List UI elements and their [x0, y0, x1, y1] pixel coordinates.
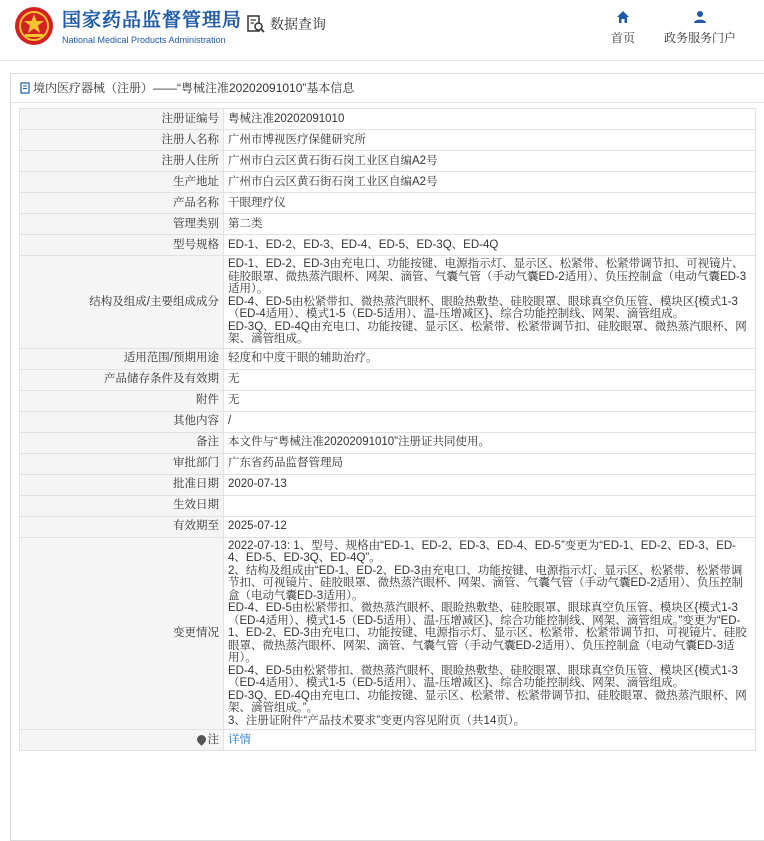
document-icon	[19, 82, 31, 94]
note-label-text: 注	[207, 733, 219, 746]
panel-title: 境内医疗器械（注册）——“粤械注准20202091010”基本信息	[33, 81, 355, 95]
field-value: 干眼理疗仪	[224, 193, 756, 214]
table-row	[20, 348, 756, 369]
table-row	[20, 453, 756, 474]
document-search-icon	[246, 14, 266, 34]
field-label: 批准日期	[20, 474, 224, 495]
brand-title-cn: 国家药品监督管理局	[62, 10, 243, 31]
nav-home-label: 首页	[610, 31, 635, 45]
field-value: 2022-07-13: 1、型号、规格由“ED-1、ED-2、ED-3、ED-4、ED-5”变更为“ED-1、ED-2、ED-3、ED-4、ED-5、ED-3Q、ED-4Q”。 2、结构及组成由“ED-1、ED-2、ED-3由充电口、功能按键、电源指示灯、显示区、松紧带、松紧带调节扣、可视镜片、硅胶眼罩、微热蒸汽眼杯、网架、滴管、气囊气管（手动气囊ED-2适用）、负压控制盒（电动气囊ED-3适用）。 ED-4、ED-5由松紧带扣、微热蒸汽眼杯、眼睑热敷垫、硅胶眼罩、眼球真空负压管、模块区{模式1-3（ED-4适用）、模式1-5（ED-5适用）、温-压增减区}、综合功能控制线、网架、滴管组成。”变更为“ED-1、ED-2、ED-3由充电口、功能按键、电源指示灯、显示区、松紧带、松紧带调节扣、可视镜片、硅胶眼罩、微热蒸汽眼杯、网架、滴管、气囊气管（手动气囊ED-2适用）、负压控制盒（电动气囊ED-3适用）。 ED-4、ED-5由松紧带扣、微热蒸汽眼杯、眼睑热敷垫、硅胶眼罩、眼球真空负压管、模块区{模式1-3（ED-4适用）、模式1-5（ED-5适用）、温-压增减区}、综合功能控制线、网架、滴管组成。 ED-3Q、ED-4Q由充电口、功能按键、显示区、松紧带、松紧带调节扣、硅胶眼罩、微热蒸汽眼杯、网架、滴管组成。”。 3、注册证附件“产品技术要求”变更内容见附页（共14页）。	[224, 537, 756, 730]
table-row	[20, 432, 756, 453]
table-row	[20, 172, 756, 193]
panel-header	[11, 74, 764, 103]
nav-service-portal-label: 政务服务门户	[663, 31, 736, 45]
field-label: 适用范围/预期用途	[20, 348, 224, 369]
field-value: 广州市博视医疗保健研究所	[224, 130, 756, 151]
field-value: /	[224, 411, 756, 432]
header-divider	[0, 60, 764, 61]
detail-panel	[10, 73, 764, 841]
nav-service-portal[interactable]	[660, 10, 740, 46]
field-label: 注册人名称	[20, 130, 224, 151]
nav-home[interactable]	[608, 10, 638, 46]
field-value: 广州市白云区黄石街石岗工业区自编A2号	[224, 151, 756, 172]
table-row-note	[20, 730, 756, 751]
field-label: 结构及组成/主要组成成分	[20, 256, 224, 349]
field-label: 审批部门	[20, 453, 224, 474]
table-row	[20, 411, 756, 432]
field-label: 管理类别	[20, 214, 224, 235]
field-label: 附件	[20, 390, 224, 411]
field-value: ED-1、ED-2、ED-3由充电口、功能按键、电源指示灯、显示区、松紧带、松紧带调节扣、可视镜片、硅胶眼罩、微热蒸汽眼杯、网架、滴管、气囊气管（手动气囊ED-2适用）、负压控制盒（电动气囊ED-3适用）。 ED-4、ED-5由松紧带扣、微热蒸汽眼杯、眼睑热敷垫、硅胶眼罩、眼球真空负压管、模块区{模式1-3（ED-4适用）、模式1-5（ED-5适用）、温-压增减区}、综合功能控制线、网架、滴管组成。 ED-3Q、ED-4Q由充电口、功能按键、显示区、松紧带、松紧带调节扣、硅胶眼罩、微热蒸汽眼杯、网架、滴管组成。	[224, 256, 756, 349]
field-label: 其他内容	[20, 411, 224, 432]
details-link[interactable]: 详情	[228, 733, 251, 746]
table-row	[20, 474, 756, 495]
field-value: 无	[224, 369, 756, 390]
field-value: 第二类	[224, 214, 756, 235]
table-row	[20, 214, 756, 235]
table-row	[20, 390, 756, 411]
field-label: 备注	[20, 432, 224, 453]
field-label: 产品名称	[20, 193, 224, 214]
field-value: 广东省药品监督管理局	[224, 453, 756, 474]
field-value: 粤械注准20202091010	[224, 109, 756, 130]
data-query-title[interactable]	[246, 14, 326, 34]
field-label: 变更情况	[20, 537, 224, 730]
emblem-logo[interactable]	[14, 6, 54, 46]
data-query-label: 数据查询	[270, 16, 326, 32]
field-value: 广州市白云区黄石街石岗工业区自编A2号	[224, 172, 756, 193]
table-row	[20, 130, 756, 151]
field-label: 注册证编号	[20, 109, 224, 130]
home-icon	[616, 10, 630, 24]
table-row	[20, 256, 756, 349]
field-value: 2020-07-13	[224, 474, 756, 495]
user-icon	[693, 10, 707, 24]
info-table	[19, 108, 756, 751]
table-row	[20, 151, 756, 172]
site-header	[0, 0, 764, 60]
table-row	[20, 235, 756, 256]
pin-icon	[195, 733, 208, 746]
field-value: 2025-07-12	[224, 516, 756, 537]
field-label: 注册人住所	[20, 151, 224, 172]
field-label: 生产地址	[20, 172, 224, 193]
note-label	[20, 730, 224, 751]
field-value: 本文件与“粤械注准20202091010”注册证共同使用。	[224, 432, 756, 453]
table-row	[20, 537, 756, 730]
brand[interactable]	[62, 10, 242, 46]
field-label: 有效期至	[20, 516, 224, 537]
brand-title-en: National Medical Products Administration	[62, 35, 226, 45]
table-row	[20, 495, 756, 516]
table-row	[20, 109, 756, 130]
table-row	[20, 193, 756, 214]
field-value	[224, 495, 756, 516]
table-row	[20, 516, 756, 537]
field-label: 生效日期	[20, 495, 224, 516]
table-row	[20, 369, 756, 390]
field-value: ED-1、ED-2、ED-3、ED-4、ED-5、ED-3Q、ED-4Q	[224, 235, 756, 256]
field-value: 无	[224, 390, 756, 411]
field-label: 产品储存条件及有效期	[20, 369, 224, 390]
note-value	[224, 730, 756, 751]
field-label: 型号规格	[20, 235, 224, 256]
field-value: 轻度和中度干眼的辅助治疗。	[224, 348, 756, 369]
